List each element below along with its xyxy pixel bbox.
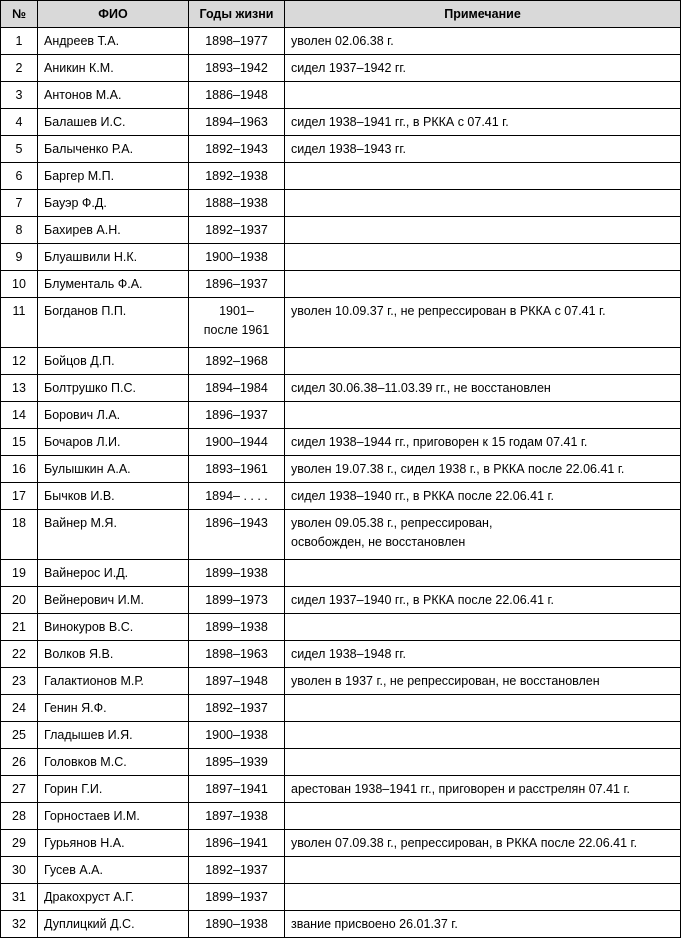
full-name-cell-text: Дуплицкий Д.С.	[44, 917, 135, 931]
row-number-cell-text: 26	[12, 755, 26, 769]
note-cell-text: уволен 07.09.38 г., репрессирован, в РККА после 22.06.41 г.	[291, 836, 638, 850]
row-number-cell-text: 23	[12, 674, 26, 688]
full-name-cell	[38, 803, 189, 830]
note-cell	[285, 722, 681, 749]
row-number-cell-text: 7	[15, 196, 23, 210]
life-years-cell-text: 1896–1943	[205, 516, 268, 530]
full-name-cell	[38, 348, 189, 375]
row-number-cell-text: 31	[12, 890, 26, 904]
table-body	[1, 28, 681, 938]
header-num: №	[1, 1, 38, 28]
life-years-cell	[189, 244, 285, 271]
note-cell	[285, 884, 681, 911]
table-row	[1, 28, 681, 55]
note-cell	[285, 483, 681, 510]
note-cell	[285, 217, 681, 244]
table-row	[1, 271, 681, 298]
full-name-cell-text: Вайнерос И.Д.	[44, 566, 129, 580]
row-number-cell-text: 22	[12, 647, 26, 661]
full-name-cell-text: Балыченко Р.А.	[44, 142, 134, 156]
note-cell	[285, 749, 681, 776]
life-years-cell	[189, 28, 285, 55]
row-number-cell	[1, 614, 38, 641]
full-name-cell-text: Головков М.С.	[44, 755, 127, 769]
full-name-cell-text: Бойцов Д.П.	[44, 354, 115, 368]
note-cell	[285, 271, 681, 298]
full-name-cell-text: Блуашвили Н.К.	[44, 250, 138, 264]
note-cell	[285, 375, 681, 402]
full-name-cell-text: Гурьянов Н.А.	[44, 836, 125, 850]
life-years-cell	[189, 641, 285, 668]
row-number-cell	[1, 857, 38, 884]
table-row	[1, 614, 681, 641]
row-number-cell	[1, 803, 38, 830]
row-number-cell-text: 4	[15, 115, 23, 129]
life-years-cell	[189, 830, 285, 857]
life-years-cell	[189, 82, 285, 109]
row-number-cell	[1, 830, 38, 857]
life-years-cell-text: 1886–1948	[205, 88, 268, 102]
full-name-cell	[38, 614, 189, 641]
life-years-cell	[189, 695, 285, 722]
table-row	[1, 857, 681, 884]
full-name-cell-text: Гладышев И.Я.	[44, 728, 133, 742]
note-cell-text: сидел 1938–1941 гг., в РККА с 07.41 г.	[291, 115, 509, 129]
table-header-row	[1, 1, 681, 28]
full-name-cell	[38, 560, 189, 587]
life-years-cell-text: 1892–1943	[205, 142, 268, 156]
note-cell	[285, 911, 681, 938]
note-cell	[285, 560, 681, 587]
row-number-cell-text: 8	[15, 223, 23, 237]
life-years-cell	[189, 776, 285, 803]
life-years-cell	[189, 560, 285, 587]
life-years-cell-text: 1892–1937	[205, 223, 268, 237]
full-name-cell	[38, 587, 189, 614]
note-cell-text: звание присвоено 26.01.37 г.	[291, 917, 458, 931]
life-years-cell	[189, 456, 285, 483]
life-years-cell-text: 1900–1938	[205, 728, 268, 742]
note-cell	[285, 298, 681, 348]
note-cell	[285, 402, 681, 429]
note-cell	[285, 190, 681, 217]
note-cell	[285, 830, 681, 857]
note-cell-text: уволен 10.09.37 г., не репрессирован в РККА с 07.41 г.	[291, 304, 606, 318]
table-row	[1, 244, 681, 271]
table-row	[1, 560, 681, 587]
table-row	[1, 884, 681, 911]
row-number-cell	[1, 136, 38, 163]
full-name-cell	[38, 136, 189, 163]
row-number-cell-text: 28	[12, 809, 26, 823]
full-name-cell	[38, 510, 189, 560]
note-cell-text: сидел 1938–1943 гг.	[291, 142, 406, 156]
life-years-cell	[189, 668, 285, 695]
full-name-cell	[38, 668, 189, 695]
row-number-cell-text: 15	[12, 435, 26, 449]
full-name-cell-text: Галактионов М.Р.	[44, 674, 144, 688]
note-cell	[285, 429, 681, 456]
table-row	[1, 298, 681, 348]
row-number-cell	[1, 884, 38, 911]
full-name-cell-text: Горностаев И.М.	[44, 809, 140, 823]
table-row	[1, 375, 681, 402]
full-name-cell	[38, 456, 189, 483]
full-name-cell	[38, 163, 189, 190]
row-number-cell	[1, 668, 38, 695]
full-name-cell	[38, 190, 189, 217]
table-row	[1, 190, 681, 217]
life-years-cell-text: 1897–1938	[205, 809, 268, 823]
row-number-cell	[1, 82, 38, 109]
full-name-cell-text: Антонов М.А.	[44, 88, 122, 102]
full-name-cell	[38, 776, 189, 803]
table-row	[1, 136, 681, 163]
row-number-cell	[1, 510, 38, 560]
full-name-cell-text: Вайнер М.Я.	[44, 516, 117, 530]
life-years-cell	[189, 722, 285, 749]
row-number-cell-text: 32	[12, 917, 26, 931]
note-cell-text: уволен в 1937 г., не репрессирован, не восстановлен	[291, 674, 600, 688]
life-years-cell	[189, 803, 285, 830]
note-cell	[285, 510, 681, 560]
life-years-cell	[189, 375, 285, 402]
row-number-cell	[1, 109, 38, 136]
life-years-cell-text: 1898–1963	[205, 647, 268, 661]
life-years-cell-text: 1892–1937	[205, 863, 268, 877]
life-years-cell	[189, 402, 285, 429]
full-name-cell-text: Борович Л.А.	[44, 408, 121, 422]
row-number-cell	[1, 911, 38, 938]
header-note: Примечание	[285, 1, 681, 28]
row-number-cell	[1, 298, 38, 348]
full-name-cell-text: Баргер М.П.	[44, 169, 115, 183]
table-row	[1, 830, 681, 857]
row-number-cell	[1, 163, 38, 190]
full-name-cell-text: Бауэр Ф.Д.	[44, 196, 107, 210]
row-number-cell	[1, 55, 38, 82]
full-name-cell-text: Бахирев А.Н.	[44, 223, 121, 237]
row-number-cell-text: 27	[12, 782, 26, 796]
row-number-cell	[1, 641, 38, 668]
row-number-cell	[1, 348, 38, 375]
life-years-cell	[189, 163, 285, 190]
full-name-cell-text: Винокуров В.С.	[44, 620, 134, 634]
note-cell	[285, 857, 681, 884]
note-cell	[285, 28, 681, 55]
table-row	[1, 348, 681, 375]
life-years-cell-text: 1901– после 1961	[203, 304, 270, 337]
full-name-cell-text: Бычков И.В.	[44, 489, 115, 503]
life-years-cell	[189, 136, 285, 163]
note-cell-text: уволен 09.05.38 г., репрессирован, освобожден, не восстановлен	[291, 516, 493, 549]
life-years-cell	[189, 348, 285, 375]
table-row	[1, 217, 681, 244]
row-number-cell-text: 21	[12, 620, 26, 634]
full-name-cell	[38, 28, 189, 55]
life-years-cell	[189, 510, 285, 560]
life-years-cell-text: 1899–1937	[205, 890, 268, 904]
note-cell	[285, 109, 681, 136]
life-years-cell	[189, 614, 285, 641]
full-name-cell	[38, 271, 189, 298]
life-years-cell-text: 1900–1944	[205, 435, 268, 449]
life-years-cell-text: 1899–1973	[205, 593, 268, 607]
table-row	[1, 55, 681, 82]
life-years-cell-text: 1900–1938	[205, 250, 268, 264]
full-name-cell-text: Балашев И.С.	[44, 115, 126, 129]
full-name-cell	[38, 375, 189, 402]
note-cell-text: уволен 19.07.38 г., сидел 1938 г., в РККА после 22.06.41 г.	[291, 462, 625, 476]
full-name-cell	[38, 109, 189, 136]
note-cell-text: арестован 1938–1941 гг., приговорен и расстрелян 07.41 г.	[291, 782, 630, 796]
table-row	[1, 803, 681, 830]
row-number-cell	[1, 244, 38, 271]
row-number-cell	[1, 776, 38, 803]
table-row	[1, 668, 681, 695]
note-cell	[285, 163, 681, 190]
full-name-cell-text: Аникин К.М.	[44, 61, 114, 75]
full-name-cell	[38, 82, 189, 109]
life-years-cell-text: 1892–1968	[205, 354, 268, 368]
life-years-cell	[189, 483, 285, 510]
full-name-cell	[38, 641, 189, 668]
table-row	[1, 722, 681, 749]
full-name-cell-text: Гусев А.А.	[44, 863, 103, 877]
row-number-cell-text: 10	[12, 277, 26, 291]
full-name-cell	[38, 402, 189, 429]
table-row	[1, 82, 681, 109]
table-row	[1, 163, 681, 190]
full-name-cell-text: Булышкин А.А.	[44, 462, 131, 476]
row-number-cell	[1, 587, 38, 614]
life-years-cell	[189, 190, 285, 217]
life-years-cell	[189, 109, 285, 136]
life-years-cell-text: 1888–1938	[205, 196, 268, 210]
note-cell	[285, 55, 681, 82]
row-number-cell	[1, 722, 38, 749]
life-years-cell-text: 1898–1977	[205, 34, 268, 48]
table-row	[1, 695, 681, 722]
row-number-cell-text: 19	[12, 566, 26, 580]
note-cell	[285, 348, 681, 375]
full-name-cell	[38, 857, 189, 884]
note-cell	[285, 456, 681, 483]
table-row	[1, 587, 681, 614]
life-years-cell-text: 1897–1948	[205, 674, 268, 688]
row-number-cell-text: 20	[12, 593, 26, 607]
row-number-cell-text: 11	[12, 304, 26, 318]
row-number-cell	[1, 749, 38, 776]
full-name-cell-text: Блументаль Ф.А.	[44, 277, 143, 291]
row-number-cell-text: 5	[15, 142, 23, 156]
row-number-cell-text: 12	[12, 354, 26, 368]
row-number-cell-text: 18	[12, 516, 26, 530]
life-years-cell	[189, 749, 285, 776]
note-cell-text: сидел 1937–1940 гг., в РККА после 22.06.41 г.	[291, 593, 555, 607]
life-years-cell-text: 1890–1938	[205, 917, 268, 931]
table-row	[1, 456, 681, 483]
full-name-cell-text: Генин Я.Ф.	[44, 701, 107, 715]
row-number-cell-text: 13	[12, 381, 26, 395]
life-years-cell	[189, 857, 285, 884]
row-number-cell	[1, 560, 38, 587]
row-number-cell-text: 29	[12, 836, 26, 850]
life-years-cell-text: 1896–1937	[205, 277, 268, 291]
note-cell	[285, 641, 681, 668]
header-name: ФИО	[38, 1, 189, 28]
full-name-cell	[38, 429, 189, 456]
row-number-cell-text: 9	[15, 250, 23, 264]
full-name-cell-text: Дракохруст А.Г.	[44, 890, 134, 904]
life-years-cell	[189, 271, 285, 298]
note-cell	[285, 776, 681, 803]
full-name-cell-text: Андреев Т.А.	[44, 34, 120, 48]
full-name-cell	[38, 911, 189, 938]
full-name-cell	[38, 830, 189, 857]
row-number-cell	[1, 375, 38, 402]
note-cell	[285, 587, 681, 614]
row-number-cell-text: 1	[15, 34, 23, 48]
full-name-cell	[38, 722, 189, 749]
row-number-cell	[1, 483, 38, 510]
full-name-cell-text: Болтрушко П.С.	[44, 381, 136, 395]
row-number-cell	[1, 271, 38, 298]
table-row	[1, 109, 681, 136]
life-years-cell-text: 1896–1937	[205, 408, 268, 422]
row-number-cell	[1, 695, 38, 722]
life-years-cell	[189, 217, 285, 244]
row-number-cell-text: 16	[12, 462, 26, 476]
row-number-cell-text: 30	[12, 863, 26, 877]
row-number-cell	[1, 217, 38, 244]
full-name-cell-text: Бочаров Л.И.	[44, 435, 121, 449]
note-cell	[285, 695, 681, 722]
table-row	[1, 402, 681, 429]
note-cell	[285, 614, 681, 641]
life-years-cell	[189, 884, 285, 911]
life-years-cell	[189, 911, 285, 938]
full-name-cell	[38, 298, 189, 348]
note-cell-text: сидел 1938–1940 гг., в РККА после 22.06.41 г.	[291, 489, 555, 503]
full-name-cell	[38, 884, 189, 911]
life-years-cell-text: 1895–1939	[205, 755, 268, 769]
note-cell-text: сидел 30.06.38–11.03.39 гг., не восстановлен	[291, 381, 551, 395]
life-years-cell-text: 1893–1942	[205, 61, 268, 75]
row-number-cell	[1, 190, 38, 217]
life-years-cell	[189, 55, 285, 82]
life-years-cell-text: 1894–1963	[205, 115, 268, 129]
life-years-cell-text: 1892–1937	[205, 701, 268, 715]
life-years-cell-text: 1899–1938	[205, 566, 268, 580]
row-number-cell-text: 17	[12, 489, 26, 503]
full-name-cell	[38, 55, 189, 82]
full-name-cell	[38, 217, 189, 244]
full-name-cell-text: Богданов П.П.	[44, 304, 127, 318]
table-row	[1, 510, 681, 560]
table-row	[1, 483, 681, 510]
full-name-cell	[38, 483, 189, 510]
table-row	[1, 429, 681, 456]
table-row	[1, 776, 681, 803]
life-years-cell	[189, 429, 285, 456]
note-cell-text: сидел 1938–1948 гг.	[291, 647, 406, 661]
note-cell	[285, 136, 681, 163]
note-cell-text: сидел 1937–1942 гг.	[291, 61, 406, 75]
note-cell	[285, 82, 681, 109]
note-cell	[285, 803, 681, 830]
row-number-cell	[1, 28, 38, 55]
life-years-cell-text: 1893–1961	[205, 462, 268, 476]
table-row	[1, 641, 681, 668]
full-name-cell-text: Вейнерович И.М.	[44, 593, 144, 607]
note-cell-text: уволен 02.06.38 г.	[291, 34, 394, 48]
life-years-cell-text: 1892–1938	[205, 169, 268, 183]
row-number-cell	[1, 429, 38, 456]
note-cell	[285, 668, 681, 695]
life-years-cell-text: 1897–1941	[205, 782, 268, 796]
life-years-cell-text: 1896–1941	[205, 836, 268, 850]
row-number-cell-text: 14	[12, 408, 26, 422]
row-number-cell-text: 24	[12, 701, 26, 715]
life-years-cell-text: 1894–1984	[205, 381, 268, 395]
full-name-cell	[38, 749, 189, 776]
header-years: Годы жизни	[189, 1, 285, 28]
full-name-cell	[38, 695, 189, 722]
note-cell	[285, 244, 681, 271]
full-name-cell-text: Волков Я.В.	[44, 647, 114, 661]
life-years-cell-text: 1894– . . . .	[205, 489, 268, 503]
life-years-cell-text: 1899–1938	[205, 620, 268, 634]
row-number-cell	[1, 456, 38, 483]
row-number-cell-text: 6	[15, 169, 23, 183]
life-years-cell	[189, 587, 285, 614]
note-cell-text: сидел 1938–1944 гг., приговорен к 15 годам 07.41 г.	[291, 435, 588, 449]
row-number-cell	[1, 402, 38, 429]
row-number-cell-text: 25	[12, 728, 26, 742]
table-row	[1, 911, 681, 938]
row-number-cell-text: 2	[15, 61, 23, 75]
table-row	[1, 749, 681, 776]
full-name-cell-text: Горин Г.И.	[44, 782, 103, 796]
full-name-cell	[38, 244, 189, 271]
life-years-cell	[189, 298, 285, 348]
row-number-cell-text: 3	[15, 88, 23, 102]
